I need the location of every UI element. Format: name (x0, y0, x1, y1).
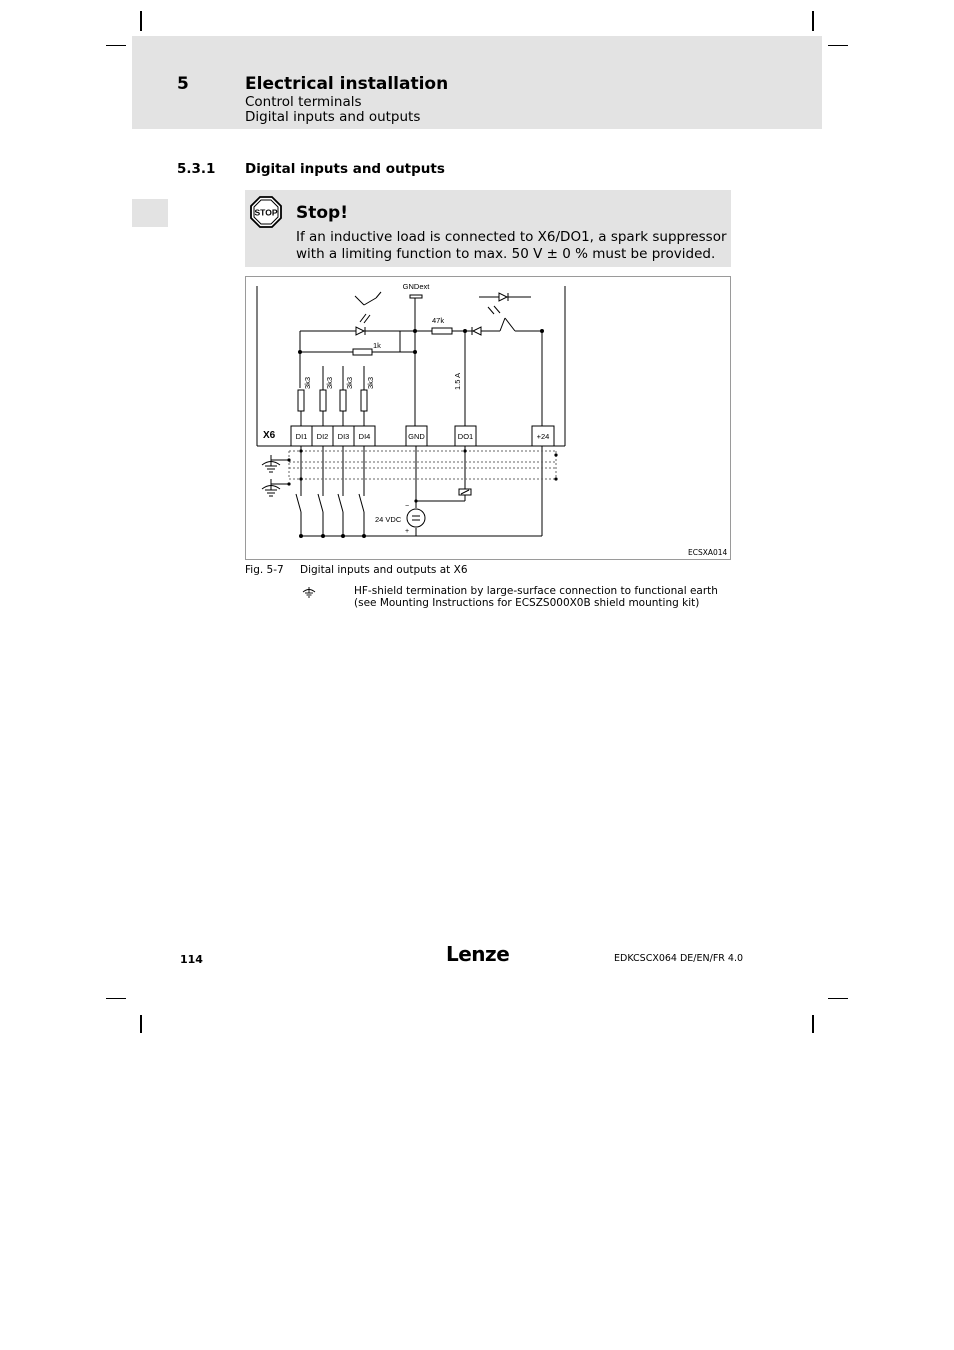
terminal-di3: DI3 (337, 432, 350, 441)
side-tab-marker (132, 199, 168, 227)
figure-caption-text: Digital inputs and outputs at X6 (300, 564, 468, 576)
label-plus: + (405, 528, 410, 535)
chapter-subtitle-2: Digital inputs and outputs (245, 109, 421, 125)
stop-title: Stop! (296, 203, 348, 223)
label-3k3: 3k3 (325, 376, 334, 389)
crop-mark (106, 998, 126, 999)
lenze-logo: Lenze (446, 942, 510, 966)
section-number: 5.3.1 (177, 161, 216, 177)
note-text: HF-shield termination by large-surface connection to functional earth (see Mounting Instructions for ECSZS000X0B shield mounting kit) (354, 585, 718, 609)
stop-sign-icon (250, 196, 282, 228)
crop-mark (828, 45, 848, 46)
terminal-di4: DI4 (358, 432, 371, 441)
label-47k: 47k (432, 316, 445, 325)
terminal-di2: DI2 (316, 432, 329, 441)
label-3k3: 3k3 (366, 376, 375, 389)
label-minus: − (405, 503, 410, 510)
label-24vdc: 24 VDC (375, 515, 402, 524)
label-gndext: GNDext (402, 282, 430, 291)
crop-mark (812, 11, 814, 31)
label-1k: 1k (373, 341, 381, 350)
crop-mark (812, 1015, 814, 1033)
wiring-diagram (245, 276, 731, 560)
label-connector: X6 (263, 430, 276, 441)
figure-caption-number: Fig. 5-7 (245, 564, 284, 576)
chapter-header-band (132, 36, 822, 129)
terminal-di1: DI1 (295, 432, 308, 441)
label-3k3: 3k3 (303, 376, 312, 389)
shield-earth-icon (302, 586, 316, 598)
terminal-gnd: GND (408, 432, 425, 441)
section-title: Digital inputs and outputs (245, 161, 445, 177)
crop-mark (140, 11, 142, 31)
chapter-subtitle-1: Control terminals (245, 94, 362, 110)
chapter-number: 5 (177, 74, 189, 94)
stop-text: If an inductive load is connected to X6/DO1, a spark suppressor with a limiting function to max. 50 V ± 0 % must be provided. (296, 229, 727, 262)
terminal-do1: DO1 (457, 432, 474, 441)
crop-mark (140, 1015, 142, 1033)
document-code: EDKCSCX064 DE/EN/FR 4.0 (614, 953, 744, 964)
crop-mark (828, 998, 848, 999)
label-fuse: 1.5 A (453, 372, 462, 390)
crop-mark (106, 45, 126, 46)
page-number: 114 (180, 953, 203, 966)
terminal-plus24: +24 (536, 432, 550, 441)
label-3k3: 3k3 (345, 376, 354, 389)
chapter-title: Electrical installation (245, 74, 449, 94)
stop-sign-label: STOP (254, 207, 278, 218)
figure-id: ECSXA014 (688, 548, 728, 557)
